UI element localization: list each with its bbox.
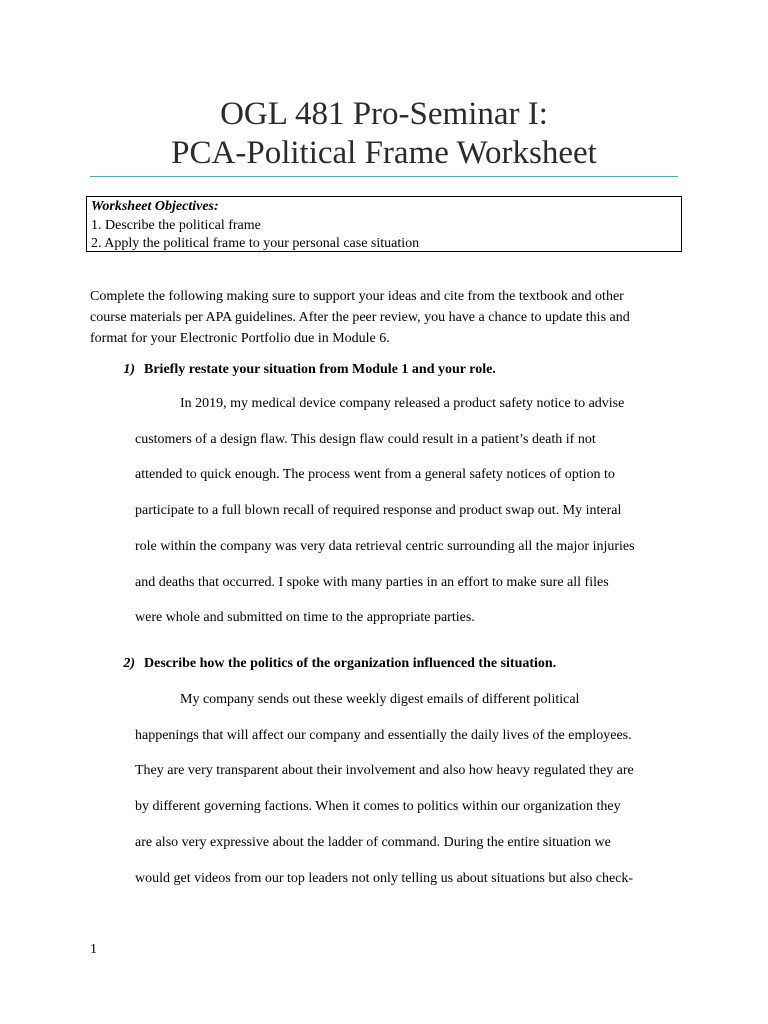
answer-1	[135, 386, 635, 636]
instructions-paragraph	[90, 286, 690, 349]
page-number: 1	[90, 942, 97, 957]
question-number: 2)	[123, 656, 135, 671]
instructions-line: format for your Electronic Portfolio due in Module 6.	[90, 331, 390, 346]
answer-line: In 2019, my medical device company released a product safety notice to advise	[180, 396, 625, 411]
document-title-line-1: OGL 481 Pro-Seminar I:	[220, 96, 548, 132]
objective-item: 1. Describe the political frame	[91, 217, 261, 233]
answer-line: were whole and submitted on time to the appropriate parties.	[135, 610, 475, 626]
question-number: 1)	[123, 362, 135, 377]
title-divider	[90, 176, 678, 177]
objectives-heading: Worksheet Objectives:	[91, 199, 219, 214]
answer-line: participate to a full blown recall of required response and product swap out. My interal	[135, 503, 622, 519]
question-text: Briefly restate your situation from Module 1 and your role.	[144, 362, 496, 377]
answer-line: My company sends out these weekly digest emails of different political	[180, 692, 580, 707]
answer-line: happenings that will affect our company and essentially the daily lives of the employees.	[135, 727, 632, 743]
question-1	[90, 362, 496, 378]
answer-line: are also very expressive about the ladder of command. During the entire situation we	[135, 834, 611, 850]
answer-line: by different governing factions. When it comes to politics within our organization they	[135, 799, 621, 815]
answer-2	[135, 682, 634, 896]
answer-line: customers of a design flaw. This design flaw could result in a patient’s death if not	[135, 431, 596, 447]
question-text: Describe how the politics of the organization influenced the situation.	[144, 656, 557, 671]
answer-line: They are very transparent about their involvement and also how heavy regulated they are	[135, 763, 634, 779]
instructions-line: course materials per APA guidelines. After the peer review, you have a chance to update this and	[90, 310, 630, 325]
answer-line: would get videos from our top leaders not only telling us about situations but also check-	[135, 870, 634, 886]
answer-line: and deaths that occurred. I spoke with many parties in an effort to make sure all files	[135, 574, 609, 590]
objective-item: 2. Apply the political frame to your personal case situation	[91, 236, 420, 251]
answer-line: attended to quick enough. The process went from a general safety notices of option to	[135, 467, 615, 483]
document-title-line-2: PCA-Political Frame Worksheet	[171, 135, 597, 171]
answer-line: role within the company was very data retrieval centric surrounding all the major injuries	[135, 538, 635, 554]
instructions-line: Complete the following making sure to support your ideas and cite from the textbook and other	[90, 289, 624, 304]
question-2	[90, 656, 556, 672]
objectives-box	[86, 196, 682, 252]
